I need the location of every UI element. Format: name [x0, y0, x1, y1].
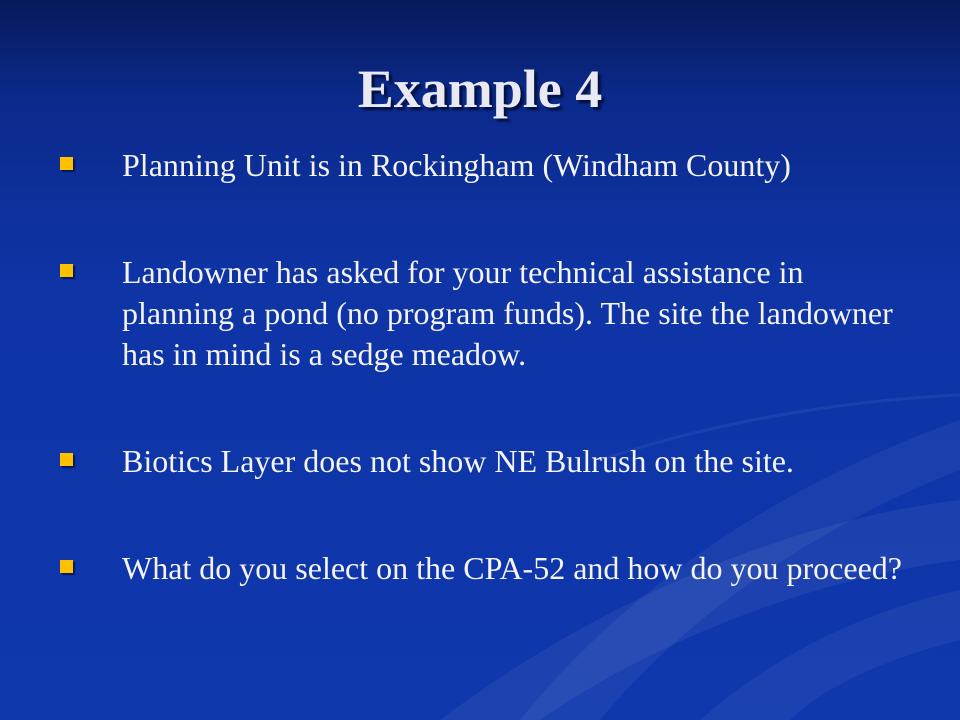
square-bullet-icon — [60, 453, 73, 466]
bullet-item — [60, 252, 920, 375]
square-bullet-icon — [60, 560, 73, 573]
bullet-text: Planning Unit is in Rockingham (Windham County) — [122, 147, 791, 183]
bullet-text: Landowner has asked for your technical assistance in planning a pond (no program funds). The site the landowner has in mind is a sedge meadow. — [122, 254, 893, 372]
square-bullet-icon — [60, 264, 73, 277]
bullet-item — [60, 441, 920, 482]
bullet-item — [60, 145, 920, 186]
slide-title: Example 4 — [357, 59, 603, 119]
bullet-item — [60, 548, 920, 589]
bullet-text: What do you select on the CPA-52 and how do you proceed? — [122, 550, 902, 586]
bullet-list — [60, 145, 920, 589]
bullet-text: Biotics Layer does not show NE Bulrush on the site. — [122, 443, 794, 479]
square-bullet-icon — [60, 157, 73, 170]
